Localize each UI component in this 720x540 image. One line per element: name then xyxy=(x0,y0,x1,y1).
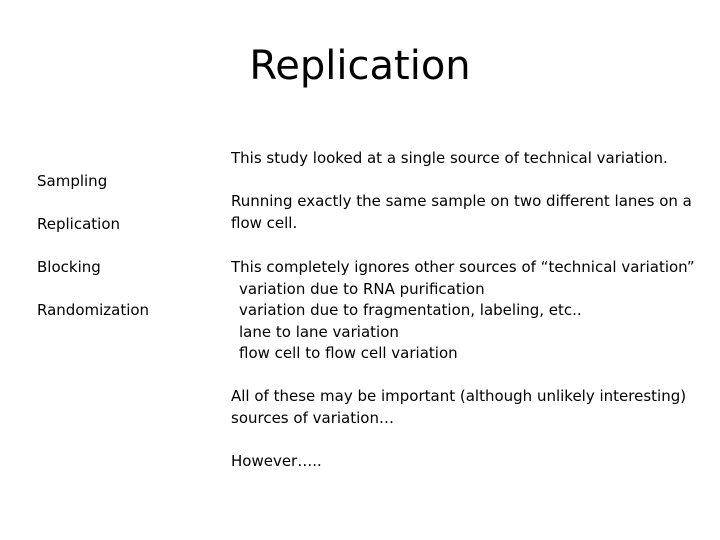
paragraph-ignored-sources xyxy=(231,257,695,365)
paragraph-line: Running exactly the same sample on two different lanes on a xyxy=(231,192,692,210)
paragraph-study-scope xyxy=(231,148,668,170)
list-item: variation due to fragmentation, labeling, etc.. xyxy=(239,301,582,319)
paragraph-importance xyxy=(231,386,686,429)
list-item: lane to lane variation xyxy=(239,322,399,341)
paragraph-line: sources of variation… xyxy=(231,408,394,427)
paragraph-line: This completely ignores other sources of “technical variation” xyxy=(231,258,695,276)
paragraph-line: This study looked at a single source of technical variation. xyxy=(231,149,668,167)
paragraph-line: flow cell. xyxy=(231,213,298,232)
sidebar-item-replication: Replication xyxy=(37,215,121,233)
paragraph-however xyxy=(231,451,322,473)
paragraph-line: However….. xyxy=(231,452,322,470)
list-item: flow cell to flow cell variation xyxy=(239,344,458,362)
sidebar-item-blocking: Blocking xyxy=(37,258,101,276)
paragraph-lanes xyxy=(231,191,692,234)
slide-title: Replication xyxy=(249,43,471,89)
paragraph-line: All of these may be important (although unlikely interesting) xyxy=(231,387,687,405)
list-item: variation due to RNA purification xyxy=(239,279,485,298)
sidebar-item-sampling: Sampling xyxy=(37,172,108,190)
sidebar-item-randomization: Randomization xyxy=(37,301,150,319)
